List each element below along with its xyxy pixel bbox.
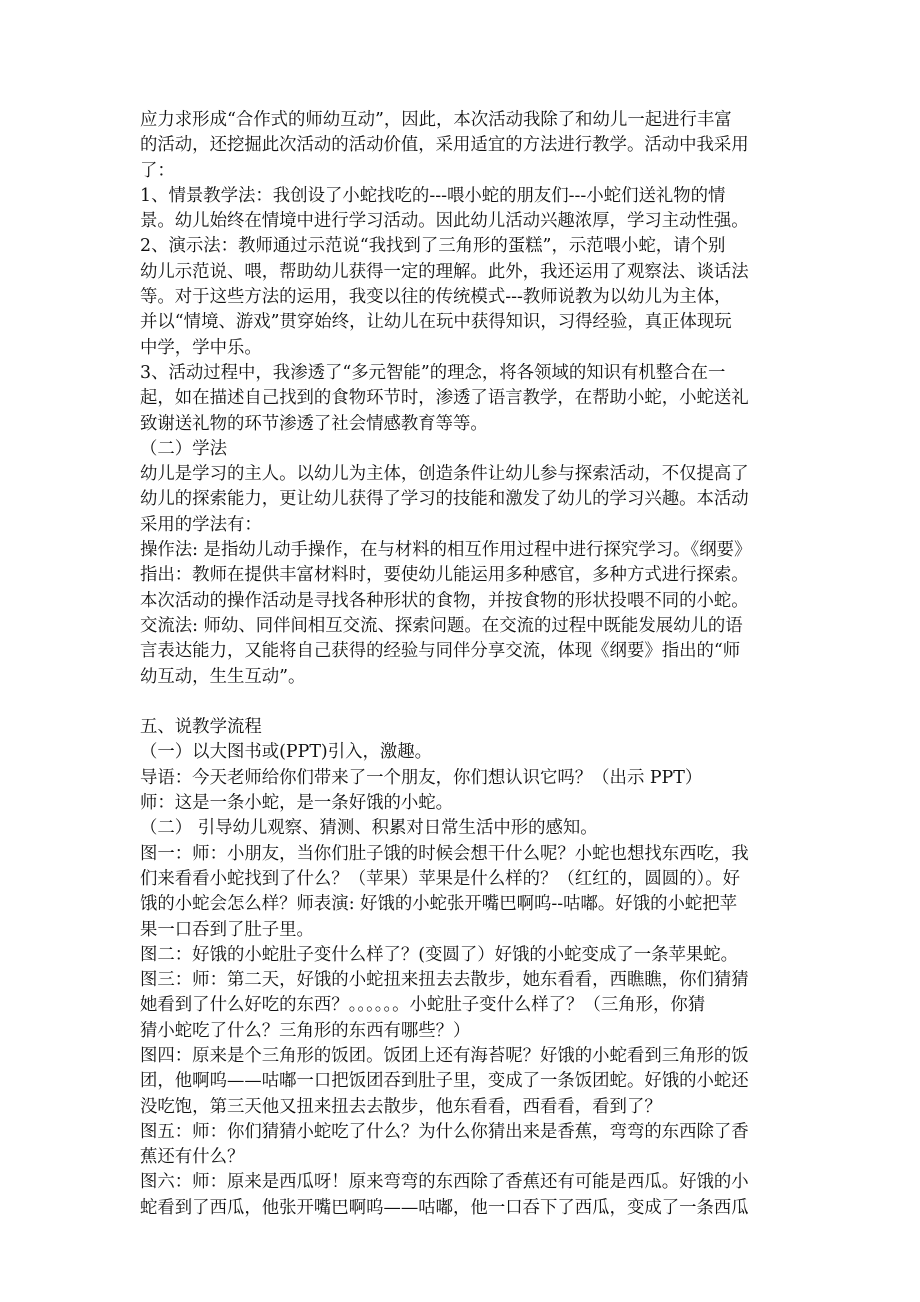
- text-line: 团，他啊呜——咕嘟一口把饭团吞到肚子里，变成了一条饭团蛇。好饿的小蛇还: [140, 1071, 749, 1092]
- text-line: 饿的小蛇会怎么样？师表演: 好饿的小蛇张开嘴巴啊呜--咕嘟。好饿的小蛇把苹: [140, 894, 738, 915]
- text-line: 图六：师：原来是西瓜呀！原来弯弯的东西除了香蕉还有可能是西瓜。好饿的小: [140, 1172, 749, 1193]
- text-line: 起，如在描述自己找到的食物环节时，渗透了语言教学，在帮助小蛇，小蛇送礼: [140, 388, 749, 409]
- text-line: 言表达能力，又能将自己获得的经验与同伴分享交流，体现《纲要》指出的“师: [140, 641, 741, 662]
- text-line: 等。对于这些方法的运用，我变以往的传统模式---教师说教为以幼儿为主体，: [140, 287, 732, 308]
- text-line: 没吃饱，第三天他又扭来扭去去散步，他东看看，西看看，看到了？: [140, 1096, 662, 1117]
- text-line: 猜小蛇吃了什么？三角形的东西有哪些？）: [140, 1020, 471, 1041]
- text-line: 交流法: 师幼、同伴间相互交流、探索问题。在交流的过程中既能发展幼儿的语: [140, 615, 743, 636]
- text-line: 了：: [140, 160, 175, 181]
- text-line: 们来看看小蛇找到了什么？（苹果）苹果是什么样的？（红红的，圆圆的）。好: [140, 868, 740, 889]
- text-line: 1、情景教学法：我创设了小蛇找吃的---喂小蛇的朋友们---小蛇们送礼物的情: [140, 185, 726, 206]
- text-line: 3、活动过程中，我渗透了“多元智能”的理念，将各领域的知识有机整合在一: [140, 362, 726, 383]
- text-line: 采用的学法有：: [140, 514, 262, 535]
- text-line: 幼儿是学习的主人。以幼儿为主体，创造条件让幼儿参与探索活动，不仅提高了: [140, 464, 749, 485]
- text-line: （一）以大图书或(PPT)引入，激趣。: [140, 742, 433, 763]
- text-line: 师：这是一条小蛇，是一条好饿的小蛇。: [140, 793, 454, 814]
- text-line: （二） 引导幼儿观察、猜测、积累对日常生活中形的感知。: [140, 818, 598, 839]
- text-line: 图一：师：小朋友，当你们肚子饿的时候会想干什么呢？小蛇也想找东西吃，我: [140, 843, 749, 864]
- text-line: 蕉还有什么？: [140, 1147, 245, 1168]
- text-line: 幼互动，生生互动”。: [140, 666, 306, 687]
- text-line: 本次活动的操作活动是寻找各种形状的食物，并按食物的形状投喂不同的小蛇。: [140, 590, 749, 611]
- text-line: 图三：师：第二天，好饿的小蛇扭来扭去去散步，她东看看，西瞧瞧，你们猜猜: [140, 970, 749, 991]
- document-body: [140, 108, 785, 1221]
- section-heading-study-method: （二）学法: [140, 438, 227, 459]
- text-line: 操作法: 是指幼儿动手操作，在与材料的相互作用过程中进行探究学习。《纲要》: [140, 540, 752, 561]
- text-line: 应力求形成“合作式的师幼互动”，因此，本次活动我除了和幼儿一起进行丰富: [140, 110, 732, 130]
- text-line: 致谢送礼物的环节渗透了社会情感教育等等。: [140, 413, 488, 434]
- text-line: 果一口吞到了肚子里。: [140, 919, 314, 940]
- text-line: 图五：师：你们猜猜小蛇吃了什么？为什么你猜出来是香蕉，弯弯的东西除了香: [140, 1121, 749, 1142]
- text-line: 图四：原来是个三角形的饭团。饭团上还有海苔呢？好饿的小蛇看到三角形的饭: [140, 1045, 749, 1066]
- text-line: 指出：教师在提供丰富材料时，要使幼儿能运用多种感官，多种方式进行探索。: [140, 565, 749, 586]
- blank-line: [140, 690, 785, 715]
- text-line: 她看到了什么好吃的东西？。。。。。。小蛇肚子变什么样了？（三角形，你猜: [140, 995, 706, 1016]
- text-line: 的活动，还挖掘此次活动的活动价值，采用适宜的方法进行教学。活动中我采用: [140, 135, 749, 156]
- text-line: 导语：今天老师给你们带来了一个朋友，你们想认识它吗？（出示 PPT）: [140, 767, 703, 788]
- section-heading-teaching-process: 五、说教学流程: [140, 717, 262, 738]
- text-line: 景。幼儿始终在情境中进行学习活动。因此幼儿活动兴趣浓厚，学习主动性强。: [140, 211, 749, 232]
- text-line: 幼儿的探索能力，更让幼儿获得了学习的技能和激发了幼儿的学习兴趣。本活动: [140, 489, 749, 510]
- text-line: 蛇看到了西瓜，他张开嘴巴啊呜——咕嘟，他一口吞下了西瓜，变成了一条西瓜: [140, 1197, 749, 1218]
- text-line: 幼儿示范说、喂，帮助幼儿获得一定的理解。此外，我还运用了观察法、谈话法: [140, 261, 749, 282]
- text-line: 2、演示法：教师通过示范说“我找到了三角形的蛋糕”，示范喂小蛇，请个别: [140, 236, 726, 257]
- text-line: 并以“情境、游戏”贯穿始终，让幼儿在玩中获得知识，习得经验，真正体现玩: [140, 312, 732, 333]
- text-line: 中学，学中乐。: [140, 337, 262, 358]
- text-line: 图二：好饿的小蛇肚子变什么样了？(变圆了）好饿的小蛇变成了一条苹果蛇。: [140, 944, 739, 965]
